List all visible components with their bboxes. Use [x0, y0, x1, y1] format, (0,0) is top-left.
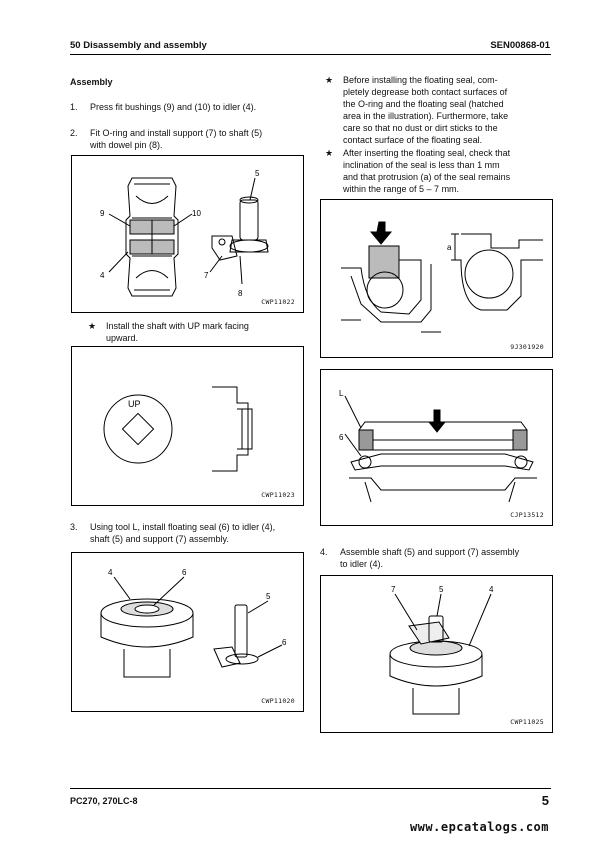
dimension-a: a: [447, 243, 452, 252]
step-text: Using tool L, install floating seal (6) to idler (4),: [90, 522, 276, 532]
callout-5: 5: [266, 592, 271, 601]
callout-10: 10: [192, 209, 201, 218]
header-rule: [70, 54, 551, 55]
note-degrease: [325, 74, 553, 146]
figure-tool-L: [320, 369, 553, 526]
model-name: PC270, 270LC-8: [70, 796, 138, 806]
page-number: 5: [541, 793, 549, 808]
step-number: 2.: [70, 128, 78, 138]
up-mark: UP: [128, 399, 141, 409]
note-text: Install the shaft with UP mark facing: [106, 321, 249, 331]
note-text: pletely degrease both contact surfaces of: [343, 87, 508, 97]
section-title: 50 Disassembly and assembly: [70, 40, 207, 51]
note-text: Before installing the floating seal, com-: [343, 75, 498, 85]
callout-5: 5: [439, 585, 444, 594]
note-text: the O-ring and the floating seal (hatched: [343, 99, 504, 109]
step-2: [70, 127, 310, 151]
step-text: Fit O-ring and install support (7) to shaft (5): [90, 128, 263, 138]
callout-4: 4: [108, 568, 113, 577]
figure-id: CWP11025: [510, 718, 544, 726]
step-1: [70, 101, 310, 113]
callout-6: 6: [182, 568, 187, 577]
step-text: Press fit bushings (9) and (10) to idler (4).: [90, 102, 257, 112]
note-inclination: [325, 147, 553, 195]
watermark: www.epcatalogs.com: [409, 820, 549, 834]
step-text: to idler (4).: [340, 559, 384, 569]
note-text: upward.: [106, 333, 139, 343]
star-icon: ★: [88, 321, 97, 331]
callout-7: 7: [204, 271, 209, 280]
step-number: 4.: [320, 547, 328, 557]
seal-protrusion-drawing: [321, 200, 552, 357]
figure-id: CWP11023: [261, 491, 295, 499]
note-up-mark: [88, 320, 300, 344]
callout-9: 9: [100, 209, 105, 218]
star-icon: ★: [325, 148, 334, 158]
footer-rule: [70, 788, 551, 789]
callout-5: 5: [255, 169, 260, 178]
callout-4: 4: [489, 585, 494, 594]
note-text: and that protrusion (a) of the seal remains: [343, 172, 511, 182]
figure-id: CWP11022: [261, 298, 295, 306]
callout-7: 7: [391, 585, 396, 594]
figure-floating-seal-install: [71, 552, 304, 712]
step-number: 1.: [70, 102, 78, 112]
note-text: After inserting the floating seal, check that: [343, 148, 511, 158]
figure-seal-protrusion: [320, 199, 553, 358]
callout-6: 6: [282, 638, 287, 647]
shaft-up-mark-drawing: [72, 347, 303, 505]
document-id: SEN00868-01: [490, 40, 550, 51]
callout-4: 4: [100, 271, 105, 280]
step-4: [320, 546, 555, 570]
figure-id: CJP13512: [510, 511, 544, 519]
tool-L-drawing: [321, 370, 552, 525]
figure-shaft-support-assembly: [320, 575, 553, 733]
note-text: area in the illustration). Furthermore, take: [343, 111, 509, 121]
step-text: with dowel pin (8).: [90, 140, 163, 150]
callout-L: L: [339, 389, 344, 398]
assembly-heading: Assembly: [70, 77, 113, 87]
figure-id: 9J301920: [510, 343, 544, 351]
note-text: contact surface of the floating seal.: [343, 135, 483, 145]
star-icon: ★: [325, 75, 334, 85]
note-text: within the range of 5 – 7 mm.: [343, 184, 460, 194]
step-text: shaft (5) and support (7) assembly.: [90, 534, 229, 544]
step-text: Assemble shaft (5) and support (7) assembly: [340, 547, 520, 557]
step-number: 3.: [70, 522, 78, 532]
figure-idler-bushings: [71, 155, 304, 313]
callout-8: 8: [238, 289, 243, 298]
shaft-support-assembly-drawing: [321, 576, 552, 732]
callout-6: 6: [339, 433, 344, 442]
step-3: [70, 521, 310, 545]
figure-id: CWP11020: [261, 697, 295, 705]
figure-up-mark: [71, 346, 304, 506]
note-text: care so that no dust or dirt sticks to the: [343, 123, 498, 133]
idler-bushing-drawing: [72, 156, 303, 312]
note-text: inclination of the seal is less than 1 mm: [343, 160, 500, 170]
floating-seal-drawing: [72, 553, 303, 711]
